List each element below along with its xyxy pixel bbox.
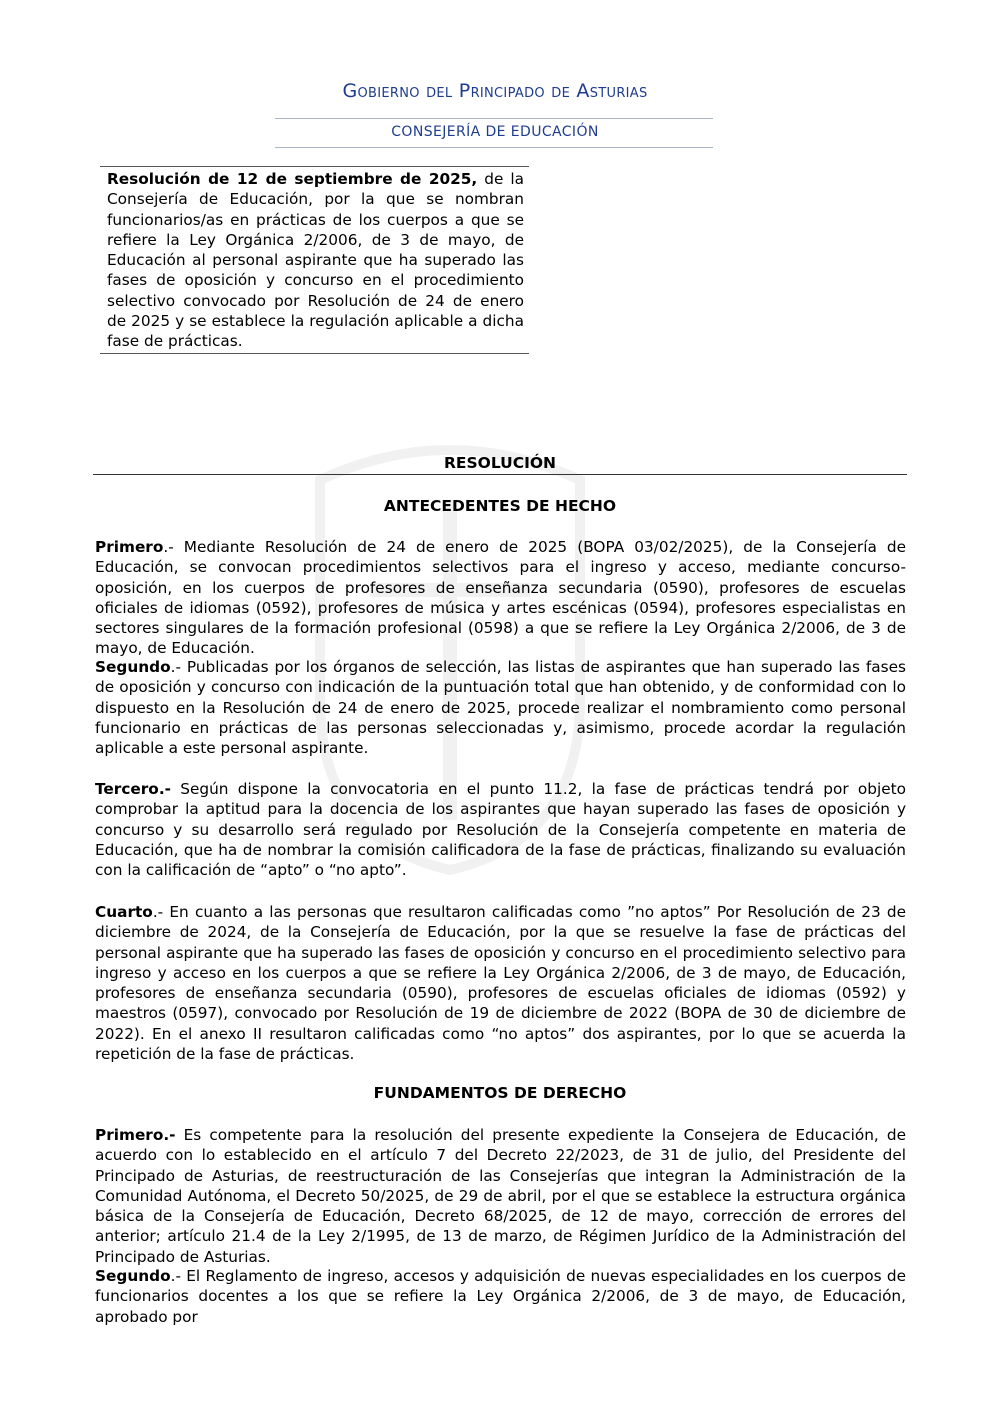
paragraph-text: .- Publicadas por los órganos de selección, las listas de aspirantes que han superado las fases de oposición y concurso con indicación de la puntuación total que han obtenido, y de conformidad con lo dispuesto en la Resolución de 24 de enero de 2025, procede realizar el nombramiento como personal funcionario en prácticas de las personas seleccionadas y, asimismo, procede acordar la regulación aplicable a este personal aspirante.	[95, 658, 906, 758]
paragraph-text: Es competente para la resolución del presente expediente la Consejera de Educación, de acuerdo con lo establecido en el artículo 7 del Decreto 22/2023, de 31 de julio, del Presidente del Principado de Asturias, de reestructuración de las Consejerías que integran la Administración de la Comunidad Autónoma, el Decreto 50/2025, de 29 de abril, por el que se establece la estructura orgánica básica de la Consejería de Educación, Decreto 68/2025, de 12 de mayo, corrección de errores del anterior; artículo 21.4 de la Ley 2/1995, de 13 de marzo, de Régimen Jurídico de la Administración del Principado de Asturias.	[95, 1126, 906, 1266]
paragraph-text: .- Mediante Resolución de 24 de enero de 2025 (BOPA 03/02/2025), de la Consejería de Educación, se convocan procedimientos selectivos para el ingreso y acceso, mediante concurso-oposición, en los cuerpos de profesores de enseñanza secundaria (0590), profesores de escuelas oficiales de idiomas (0592), profesores de música y artes escénicas (0594), profesores especialistas en sectores singulares de la formación profesional (0598) a que se refiere la Ley Orgánica 2/2006, de 3 de mayo, de Educación.	[95, 538, 906, 658]
header-divider-bottom	[275, 147, 713, 148]
resolution-heading: RESOLUCIÓN	[93, 454, 907, 475]
paragraph-lead: Segundo	[95, 1267, 171, 1285]
fundamentos-heading: FUNDAMENTOS DE DERECHO	[373, 1084, 627, 1102]
fundamento-segundo	[95, 1266, 906, 1327]
department-subtitle: CONSEJERÍA DE EDUCACIÓN	[391, 124, 599, 140]
government-title: Gobierno del Principado de Asturias	[342, 80, 648, 102]
antecedente-cuarto	[95, 902, 906, 1064]
paragraph-lead: Primero.-	[95, 1126, 176, 1144]
paragraph-lead: Tercero.-	[95, 780, 171, 798]
summary-text: de la Consejería de Educación, por la que se nombran funcionarios/as en prácticas de los cuerpos a que se refiere la Ley Orgánica 2/2006, de 3 de mayo, de Educación al personal aspirante que ha superado las fases de oposición y concurso en el procedimiento selectivo convocado por Resolución de 24 de enero de 2025 y se establece la regulación aplicable a dicha fase de prácticas.	[107, 170, 524, 351]
paragraph-lead: Primero	[95, 538, 164, 556]
antecedente-tercero	[95, 779, 906, 880]
header-divider-top	[275, 118, 713, 119]
antecedente-segundo	[95, 657, 906, 758]
paragraph-lead: Cuarto	[95, 903, 153, 921]
summary-title: Resolución de 12 de septiembre de 2025,	[107, 170, 478, 188]
paragraph-text: .- El Reglamento de ingreso, accesos y adquisición de nuevas especialidades en los cuerpos de funcionarios docentes a los que se refiere la Ley Orgánica 2/2006, de 3 de mayo, de Educación, aprobado por	[95, 1267, 906, 1326]
fundamento-primero	[95, 1125, 906, 1267]
paragraph-text: Según dispone la convocatoria en el punto 11.2, la fase de prácticas tendrá por objeto comprobar la aptitud para la docencia de los aspirantes que hayan superado las fases de oposición y concurso y su desarrollo será regulado por Resolución de la Consejería competente en materia de Educación, que ha de nombrar la comisión calificadora de la fase de prácticas, finalizando su evaluación con la calificación de “apto” o “no apto”.	[95, 780, 906, 880]
antecedente-primero	[95, 537, 906, 659]
resolution-summary	[100, 166, 529, 354]
paragraph-lead: Segundo	[95, 658, 171, 676]
antecedentes-heading: ANTECEDENTES DE HECHO	[383, 497, 617, 515]
paragraph-text: .- En cuanto a las personas que resultaron calificadas como ”no aptos” Por Resolución de 23 de diciembre de 2024, de la Consejería de Educación, por la que se resuelve la fase de prácticas del personal aspirante que ha superado las fases de oposición y concurso en el procedimiento selectivo para ingreso y acceso en los cuerpos a que se refiere la Ley Orgánica 2/2006, de 3 de mayo, de Educación, profesores de enseñanza secundaria (0590), profesores de escuelas oficiales de idiomas (0592) y maestros (0597), convocado por Resolución de 19 de diciembre de 2022 (BOPA de 30 de diciembre de 2022). En el anexo II resultaron calificadas como “no aptos” dos aspirantes, por lo que se acuerda la repetición de la fase de prácticas.	[95, 903, 906, 1064]
